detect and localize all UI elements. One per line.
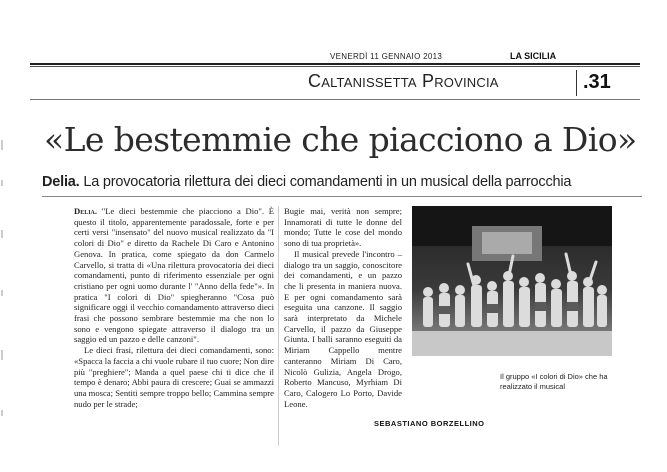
section-title: Caltanissetta Provincia (308, 71, 499, 91)
subhead-location: Delia. (42, 174, 80, 190)
dateline: VENERDÌ 11 GENNAIO 2013 (330, 52, 443, 61)
dateline-city: Delia. (74, 206, 98, 216)
margin-marks (0, 120, 10, 470)
byline: SEBASTIANO BORZELLINO (374, 419, 485, 428)
top-rule (30, 63, 640, 65)
headline: «Le bestemmie che piacciono a Dio» (44, 120, 637, 159)
paragraph: Bugie mai, verità non sempre; Innamorati di tutte le donne del mondo; Tutte le cose del mondo sono di tua proprietà». (284, 206, 402, 249)
section-divider (576, 70, 577, 96)
top-rule-thin (30, 66, 640, 67)
paper-name: LA SICILIA (510, 51, 557, 61)
masthead-rule (30, 99, 640, 100)
column-divider (278, 206, 279, 446)
subhead (42, 174, 652, 190)
page-number: .31 (583, 71, 611, 93)
subhead-text: La provocatoria rilettura dei dieci comandamenti in un musical della parrocchia (79, 174, 572, 190)
paragraph: Il musical prevede l'incontro – dialogo tra un saggio, conoscitore dei comandamenti, e un pazzo che li presenta in maniera nuova. E per ogni comandamento sarà eseguita una canzone. Il saggio sarà interpretato da Michele Carvello, il pazzo da Giuseppe Giunta. I balli saranno eseguiti da Miriam Cappello mentre canteranno Miriam Di Caro, Nicolò Gulizia, Angela Drogo, Roberto Mancuso, Myrhiam Di Caro, Calogero Lo Porto, Davide Leone. (284, 248, 402, 409)
photo-caption: Il gruppo «I colori di Dio» che ha realizzato il musical (500, 372, 608, 391)
paragraph-text: "Le dieci bestemmie che piacciono a Dio". È questo il titolo, apparentemente paradossale, forte e per certi versi "insensato" del nuovo musical realizzato da "I colori di Dio" e diretto da Rachele Di Caro e Antonino Genova. In pratica, come spiegato da don Carmelo Carvello, si tratta di «Una rilettura provocatoria dei dieci comandamenti, punto di riferimento essenziale per ogni cristiano per ogni uomo durante l' "Anno della fede"». In pratica "I colori di Dio" spiegheranno "Cosa può significare oggi il vecchio comandamento attraverso dieci frasi che possono sembrare bestemmie ma che non lo sono e vengono spiegate attraverso il dialogo tra un saggio ed un pazzo e delle canzoni". (74, 206, 274, 345)
paragraph: Le dieci frasi, rilettura dei dieci comandamenti, sono: «Spacca la faccia a chi vuole rubare il tuo cuore; Non dire più "preghiere"; Manda a quel paese chi ti dice che il tempo è denaro; Abbi paura di crescere; Guai se ammazzi una mosca; Sentiti sempre troppo bello; Cammina sempre nudo per le strade; (74, 345, 274, 409)
paragraph (74, 206, 274, 345)
group-photo (412, 206, 612, 356)
article-column-2 (284, 206, 402, 409)
group-photo-image (412, 206, 612, 356)
subhead-rule (42, 196, 642, 197)
article-column-1 (74, 206, 274, 409)
